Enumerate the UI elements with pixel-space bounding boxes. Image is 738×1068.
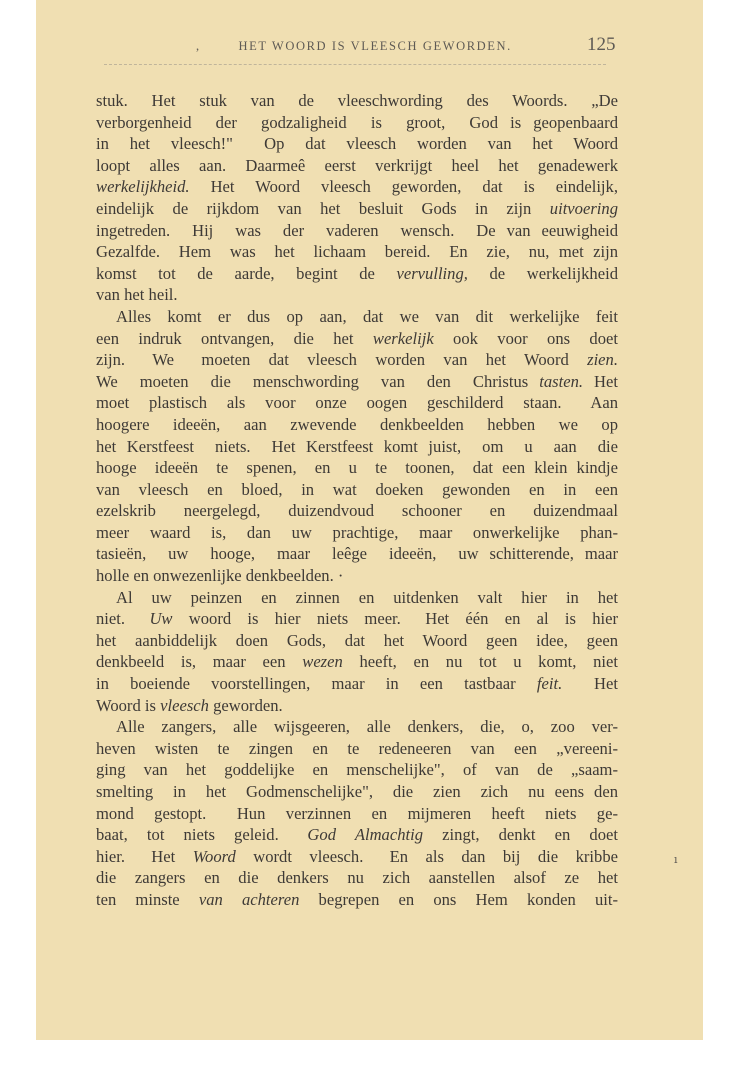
running-title bbox=[196, 39, 512, 54]
running-title-text: HET WOORD IS VLEESCH GEWORDEN. bbox=[238, 39, 512, 53]
text-line bbox=[96, 176, 618, 198]
text-line bbox=[96, 673, 618, 695]
text-segment: Gezalfde. Hem was het lichaam bereid. En zie, nu, met zijn bbox=[96, 242, 618, 262]
text-line bbox=[96, 522, 618, 544]
text-line bbox=[96, 241, 618, 263]
text-segment: hooge ideeën te spenen, en u te toonen, dat een klein kindje bbox=[96, 458, 618, 478]
text-line bbox=[96, 414, 618, 436]
italic-segment: vervulling, bbox=[396, 263, 468, 283]
text-line bbox=[96, 695, 618, 717]
header-rule bbox=[104, 64, 606, 65]
text-segment: heven wisten te zingen en te redeneeren van een „vereeni- bbox=[96, 738, 618, 758]
page-number: 125 bbox=[587, 34, 616, 55]
text-segment: Het bbox=[562, 674, 618, 694]
margin-mark: ı bbox=[674, 853, 678, 866]
text-segment: tasieën, uw hooge, maar leêge ideeën, uw schitterende, maar bbox=[96, 544, 618, 564]
text-segment: ten minste bbox=[96, 889, 199, 909]
text-line bbox=[96, 392, 618, 414]
text-segment: denkbeeld is, maar een bbox=[96, 652, 303, 672]
text-line bbox=[96, 608, 618, 630]
text-segment: Woord is bbox=[96, 695, 161, 715]
text-line bbox=[96, 587, 618, 609]
text-line bbox=[96, 436, 618, 458]
text-segment: We moeten die menschwording van den Christus bbox=[96, 371, 540, 391]
text-segment: heeft, en nu tot u komt, niet bbox=[342, 652, 618, 672]
text-line bbox=[96, 457, 618, 479]
text-segment: wordt vleesch. En als dan bij die kribbe bbox=[235, 846, 619, 866]
italic-segment: van achteren bbox=[198, 889, 300, 909]
text-line bbox=[96, 846, 618, 868]
text-segment: de werkelijkheid bbox=[467, 263, 618, 283]
text-segment: Het Woord vleesch geworden, dat is eindelijk, bbox=[189, 177, 618, 197]
text-segment: komst tot de aarde, begint de bbox=[96, 263, 397, 283]
text-segment: in boeiende voorstellingen, maar in een tastbaar bbox=[96, 674, 537, 694]
text-segment: ezelskrib neergelegd, duizendvoud schooner en duizendmaal bbox=[96, 501, 618, 521]
header-comma-mark: , bbox=[196, 39, 201, 53]
text-line bbox=[96, 284, 618, 306]
text-segment: ging van het goddelijke en menschelijke", of van de „saam- bbox=[96, 760, 618, 780]
text-line bbox=[96, 90, 618, 112]
text-segment: ook voor ons doet bbox=[433, 328, 618, 348]
text-segment: holle en onwezenlijke denkbeelden. · bbox=[96, 566, 344, 586]
running-header bbox=[36, 34, 703, 56]
text-segment: meer waard is, dan uw prachtige, maar onwerkelijke phan- bbox=[96, 522, 618, 542]
italic-segment: feit. bbox=[536, 674, 563, 694]
text-segment: ingetreden. Hij was der vaderen wensch. De van eeuwigheid bbox=[96, 220, 618, 240]
text-segment: smelting in het Godmenschelijke", die zien zich nu eens den bbox=[96, 782, 618, 801]
italic-segment: tasten. bbox=[539, 371, 584, 391]
text-line bbox=[96, 867, 618, 889]
text-line bbox=[96, 738, 618, 760]
text-line bbox=[96, 263, 618, 285]
text-segment: het aanbiddelijk doen Gods, dat het Woord geen idee, geen bbox=[96, 630, 618, 650]
text-line bbox=[96, 781, 618, 803]
text-line bbox=[96, 500, 618, 522]
text-segment: die zangers en die denkers nu zich aanstellen alsof ze het bbox=[96, 868, 618, 888]
text-segment: stuk. Het stuk van de vleeschwording des Woords. „De bbox=[96, 91, 618, 110]
text-line bbox=[96, 133, 618, 155]
italic-segment: vleesch bbox=[160, 695, 209, 715]
book-page bbox=[36, 0, 703, 1040]
text-segment: van vleesch en bloed, in wat doeken gewonden en in een bbox=[96, 479, 618, 499]
text-segment: Alles komt er dus op aan, dat we van dit werkelijke feit bbox=[116, 306, 618, 326]
text-line bbox=[96, 565, 618, 587]
text-segment: zingt, denkt en doet bbox=[423, 825, 618, 845]
text-segment: begrepen en ons Hem konden uit- bbox=[299, 889, 619, 909]
text-line bbox=[96, 371, 618, 393]
text-segment: een indruk ontvangen, die het bbox=[96, 328, 373, 348]
text-segment: hier. Het bbox=[96, 846, 193, 866]
text-segment: woord is hier niets meer. Het één en al is hier bbox=[172, 609, 619, 629]
text-segment: baat, tot niets geleid. bbox=[96, 825, 308, 845]
text-segment: zijn. We moeten dat vleesch worden van het Woord bbox=[96, 350, 588, 370]
text-line bbox=[96, 824, 618, 846]
text-line bbox=[96, 651, 618, 673]
text-line bbox=[96, 112, 618, 134]
italic-segment: Uw bbox=[149, 609, 173, 629]
text-segment: Alle zangers, alle wijsgeeren, alle denkers, die, o, zoo ver- bbox=[116, 717, 618, 737]
text-line bbox=[96, 716, 618, 738]
text-line bbox=[96, 543, 618, 565]
italic-segment: Woord bbox=[192, 846, 236, 866]
italic-segment: uitvoering bbox=[549, 198, 618, 218]
text-segment: niet. bbox=[96, 609, 150, 629]
text-segment: verborgenheid der godzaligheid is groot, God is geopenbaard bbox=[96, 112, 618, 132]
text-line bbox=[96, 349, 618, 371]
text-line bbox=[96, 889, 618, 911]
italic-segment: werkelijk bbox=[372, 328, 434, 348]
text-line bbox=[96, 155, 618, 177]
text-line bbox=[96, 306, 618, 328]
text-line bbox=[96, 759, 618, 781]
italic-segment: zien. bbox=[587, 350, 618, 370]
text-line bbox=[96, 328, 618, 350]
text-segment: loopt alles aan. Daarmeê eerst verkrijgt heel het genadewerk bbox=[96, 155, 618, 175]
italic-segment: God Almachtig bbox=[307, 825, 424, 845]
text-line bbox=[96, 479, 618, 501]
text-line bbox=[96, 198, 618, 220]
text-line bbox=[96, 803, 618, 825]
text-segment: geworden. bbox=[208, 695, 283, 715]
text-segment: in het vleesch!" Op dat vleesch worden van het Woord bbox=[96, 134, 618, 154]
text-segment: moet plastisch als voor onze oogen geschilderd staan. Aan bbox=[96, 393, 618, 413]
text-line bbox=[96, 220, 618, 242]
italic-segment: wezen bbox=[302, 652, 343, 672]
text-line bbox=[96, 630, 618, 652]
text-segment: Al uw peinzen en zinnen en uitdenken valt hier in het bbox=[116, 587, 618, 607]
text-segment: Het bbox=[583, 371, 619, 391]
italic-segment: werkelijkheid. bbox=[96, 177, 190, 197]
text-segment: mond gestopt. Hun verzinnen en mijmeren heeft niets ge- bbox=[96, 803, 618, 823]
body-text bbox=[96, 90, 618, 911]
text-segment: het Kerstfeest niets. Het Kerstfeest komt juist, om u aan die bbox=[96, 436, 618, 456]
text-segment: van het heil. bbox=[96, 285, 178, 305]
text-segment: hoogere ideeën, aan zwevende denkbeelden hebben we op bbox=[96, 414, 618, 434]
text-segment: eindelijk de rijkdom van het besluit Gods in zijn bbox=[96, 198, 550, 218]
